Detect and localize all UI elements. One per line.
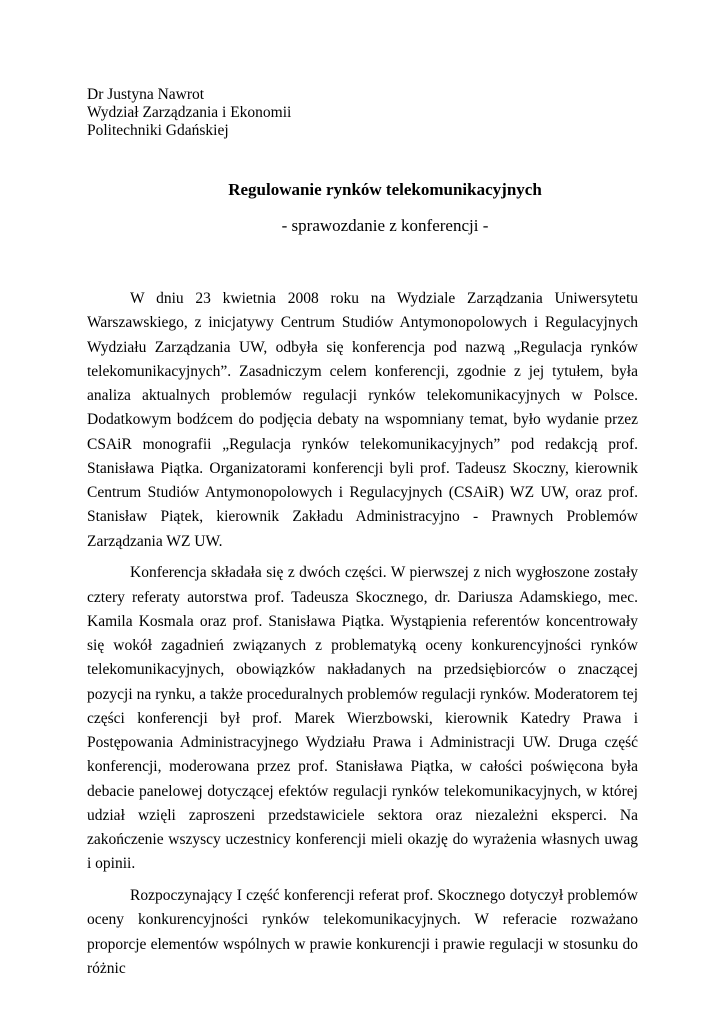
author-name: Dr Justyna Nawrot bbox=[87, 86, 205, 103]
author-block bbox=[87, 86, 291, 140]
document-body bbox=[87, 287, 638, 981]
author-university: Politechniki Gdańskiej bbox=[87, 122, 229, 139]
paragraph-1: W dniu 23 kwietnia 2008 roku na Wydziale Zarządzania Uniwersytetu Warszawskiego, z inicjatywy Centrum Studiów Antymonopolowych i Regulacyjnych Wydziału Zarządzania UW, odbyła się konferencja pod nazwą „Regulacja rynków telekomunikacyjnych”. Zasadniczym celem konferencji, zgodnie z jej tytułem, była analiza aktualnych problemów regulacji rynków telekomunikacyjnych w Polsce. Dodatkowym bodźcem do podjęcia debaty na wspomniany temat, było wydanie przez CSAiR monografii „Regulacja rynków telekomunikacyjnych” pod redakcją prof. Stanisława Piątka. Organizatorami konferencji byli prof. Tadeusz Skoczny, kierownik Centrum Studiów Antymonopolowych i Regulacyjnych (CSAiR) WZ UW, oraz prof. Stanisław Piątek, kierownik Zakładu Administracyjno - Prawnych Problemów Zarządzania WZ UW. bbox=[87, 290, 638, 550]
document-subtitle: - sprawozdanie z konferencji - bbox=[281, 216, 489, 235]
paragraph-3: Rozpoczynający I część konferencji referat prof. Skocznego dotyczył problemów oceny konkurencyjności rynków telekomunikacyjnych. W referacie rozważano proporcje elementów wspólnych w prawie konkurencji i prawie regulacji w stosunku do różnic bbox=[87, 887, 638, 977]
author-faculty: Wydział Zarządzania i Ekonomii bbox=[87, 104, 292, 121]
paragraph-2: Konferencja składała się z dwóch części. W pierwszej z nich wygłoszone zostały cztery referaty autorstwa prof. Tadeusza Skocznego, dr. Dariusza Adamskiego, mec. Kamila Kosmala oraz prof. Stanisława Piątka. Wystąpienia referentów koncentrowały się wokół zagadnień związanych z problematyką oceny konkurencyjności rynków telekomunikacyjnych, obowiązków nakładanych na przedsiębiorców o znaczącej pozycji na rynku, a także proceduralnych problemów regulacji rynków. Moderatorem tej części konferencji był prof. Marek Wierzbowski, kierownik Katedry Prawa i Postępowania Administracyjnego Wydziału Prawa i Administracji UW. Druga część konferencji, moderowana przez prof. Stanisława Piątka, w całości poświęcona była debacie panelowej dotyczącej efektów regulacji rynków telekomunikacyjnych, w której udział wzięli zaproszeni przedstawiciele sektora oraz niezależni eksperci. Na zakończenie wszyscy uczestnicy konferencji mieli okazję do wyrażenia własnych uwag i opinii. bbox=[87, 564, 638, 873]
document-title: Regulowanie rynków telekomunikacyjnych bbox=[228, 180, 542, 199]
